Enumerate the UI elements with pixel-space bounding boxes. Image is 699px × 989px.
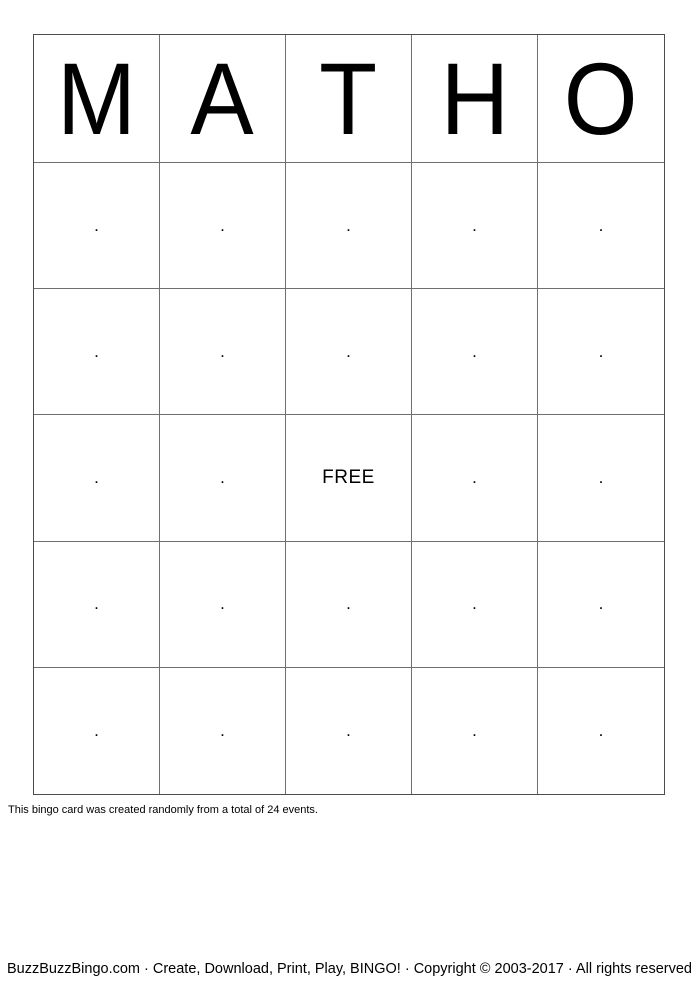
bingo-cell: . [286, 163, 412, 289]
bingo-cell: . [412, 289, 538, 415]
header-letter: M [56, 41, 137, 156]
header-letter: T [319, 41, 378, 156]
free-cell: FREE [286, 415, 412, 541]
bingo-card-grid [33, 34, 665, 795]
bingo-cell: . [34, 289, 160, 415]
header-cell-a [160, 35, 286, 163]
bingo-cell: . [412, 415, 538, 541]
header-letter: A [190, 41, 255, 156]
bingo-cell: . [538, 163, 664, 289]
header-cell-m [34, 35, 160, 163]
bingo-cell: . [34, 163, 160, 289]
header-letter: H [440, 41, 509, 156]
header-cell-h [412, 35, 538, 163]
card-generation-note: This bingo card was created randomly from a total of 24 events. [8, 804, 318, 816]
bingo-cell: . [538, 289, 664, 415]
bingo-cell: . [286, 542, 412, 668]
bingo-cell: . [286, 668, 412, 794]
footer-text: BuzzBuzzBingo.com · Create, Download, Print, Play, BINGO! · Copyright © 2003-2017 · All rights reserved [7, 961, 692, 977]
bingo-cell: . [160, 668, 286, 794]
bingo-cell: . [538, 542, 664, 668]
header-cell-o [538, 35, 664, 163]
bingo-cell: . [160, 415, 286, 541]
bingo-cell: . [598, 720, 604, 740]
bingo-cell: . [412, 163, 538, 289]
bingo-cell: . [412, 668, 538, 794]
bingo-cell: . [160, 289, 286, 415]
bingo-cell: . [286, 289, 412, 415]
header-letter: O [564, 41, 638, 156]
bingo-cell: . [34, 668, 160, 794]
header-cell-t [286, 35, 412, 163]
bingo-cell: . [160, 163, 286, 289]
bingo-cell: . [34, 542, 160, 668]
bingo-cell: . [34, 415, 160, 541]
bingo-cell: . [538, 415, 664, 541]
bingo-cell: . [160, 542, 286, 668]
bingo-cell: . [412, 542, 538, 668]
